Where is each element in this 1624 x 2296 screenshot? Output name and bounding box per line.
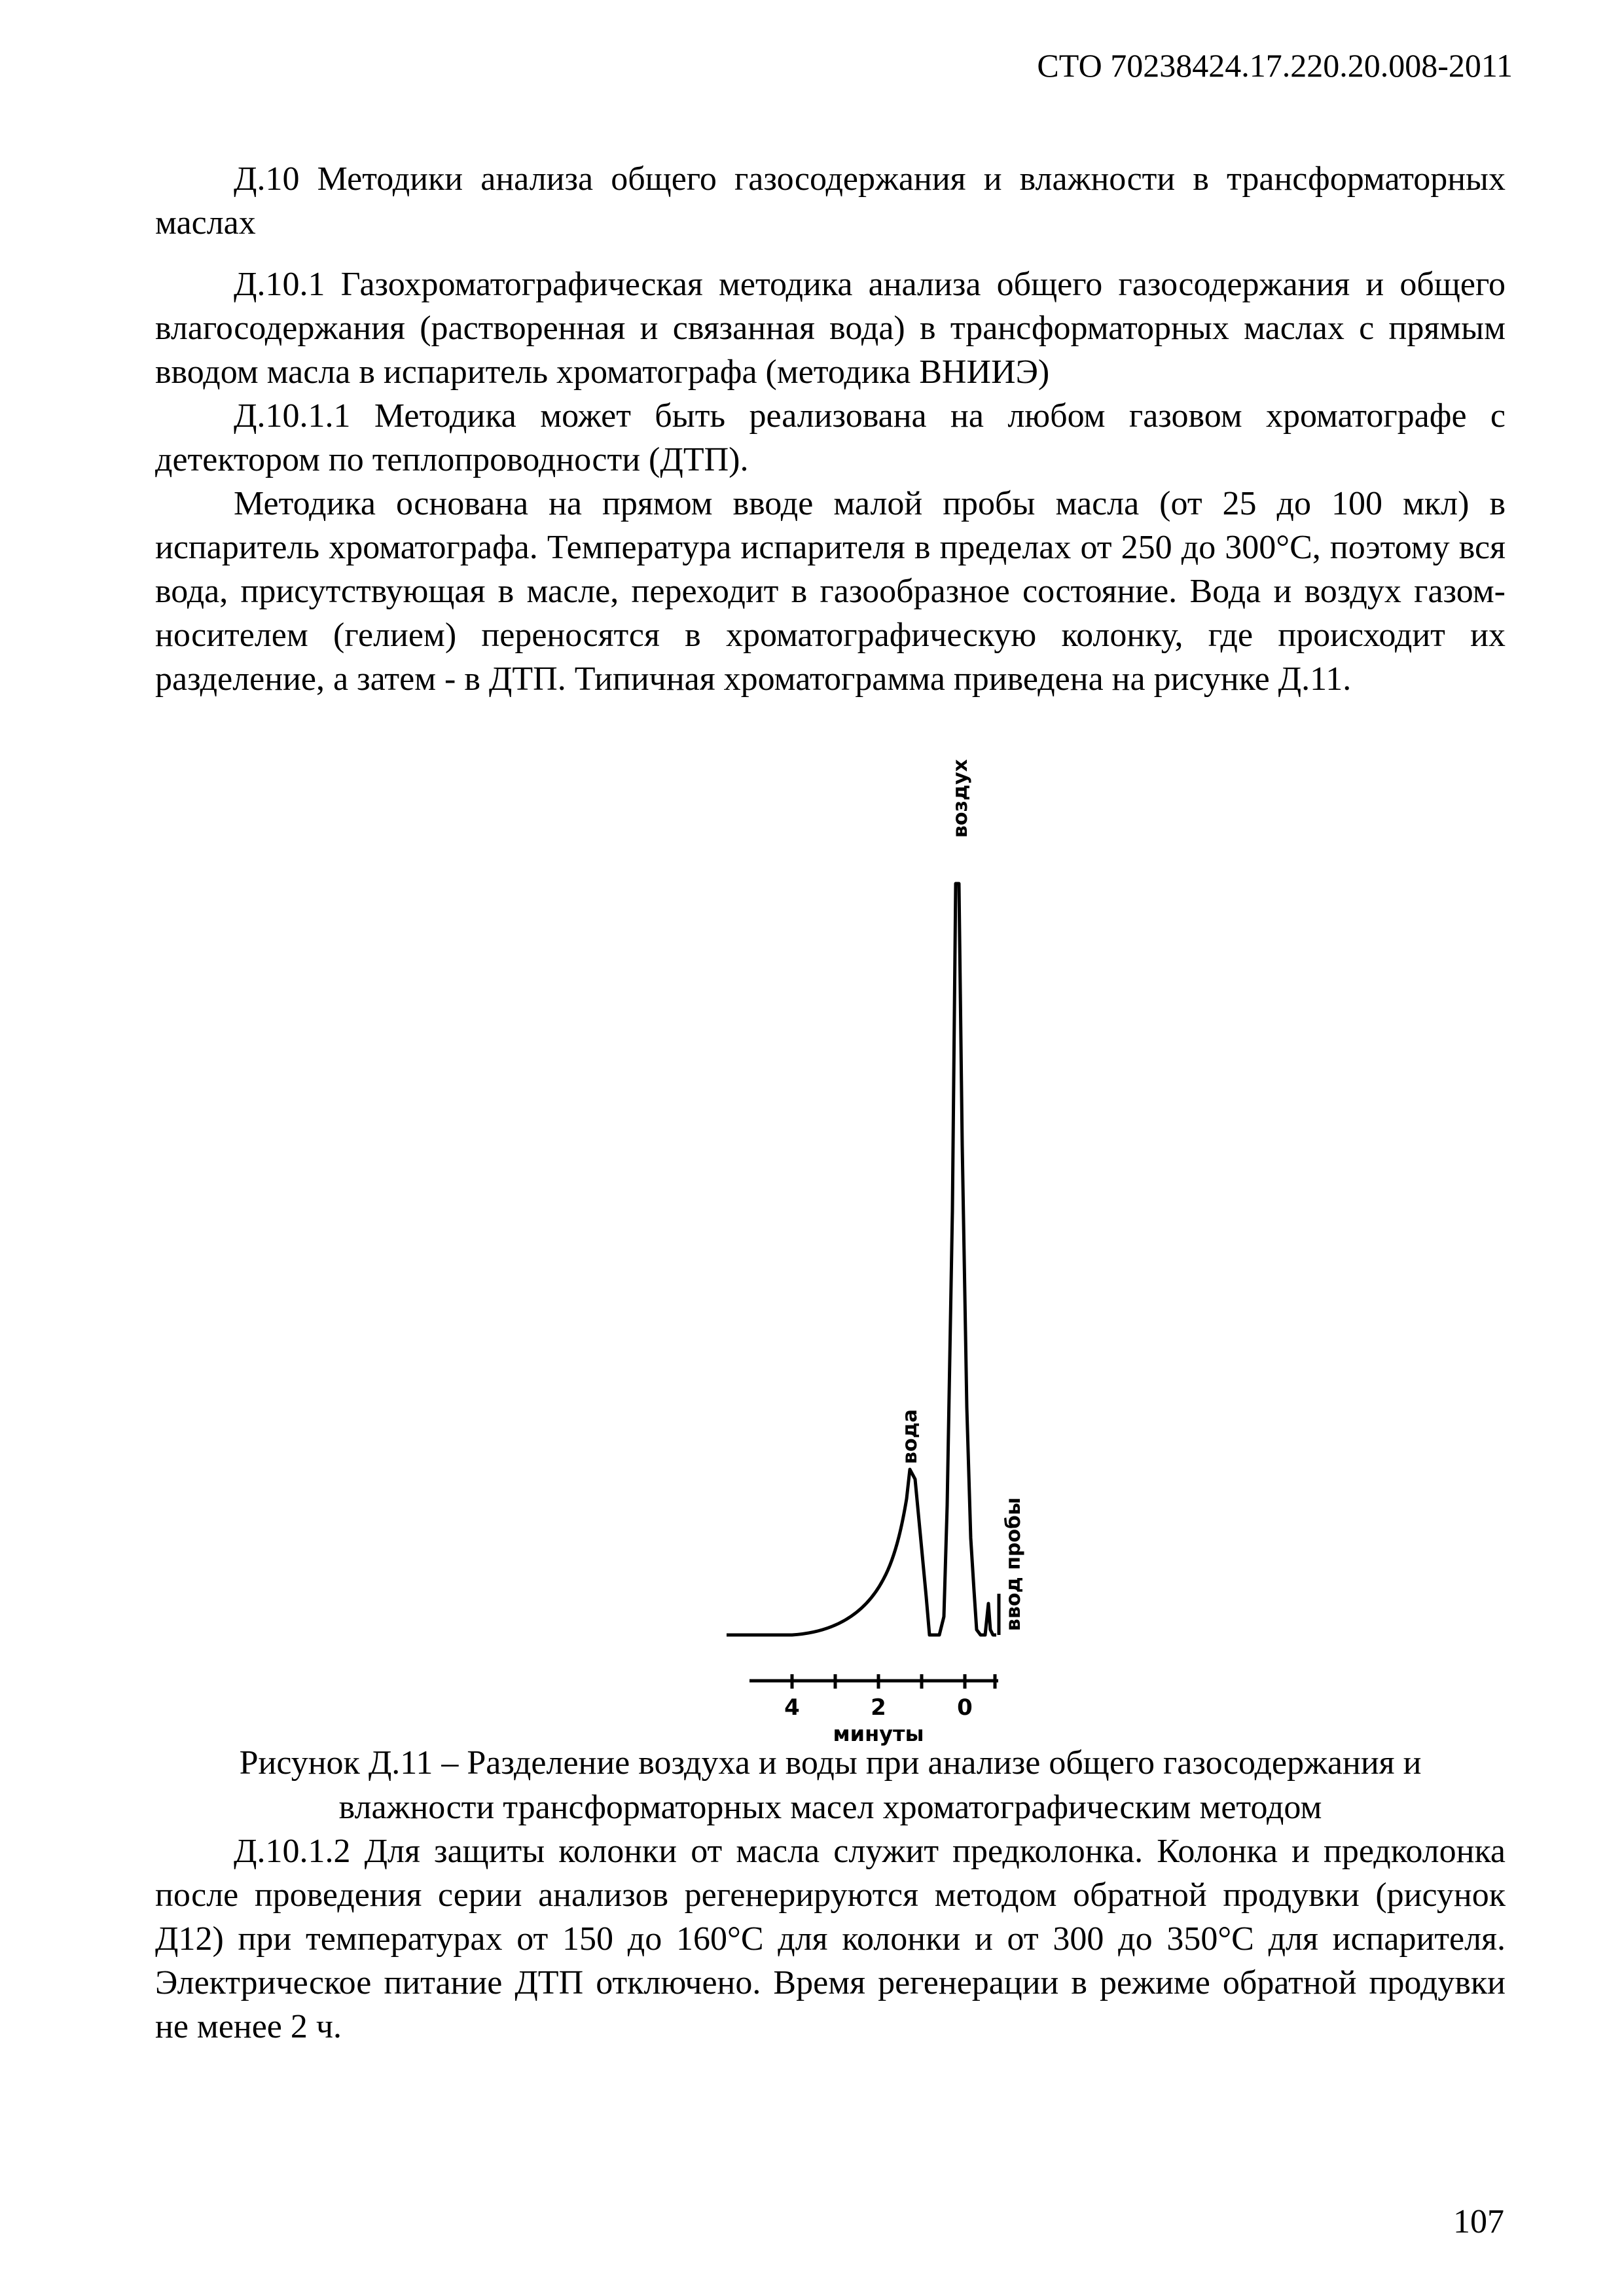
document-code: СТО 70238424.17.220.20.008-2011 [1037, 47, 1513, 84]
peak-label-air: воздух [949, 759, 972, 838]
page-number: 107 [1453, 2203, 1504, 2240]
axis-tick-label-0: 0 [957, 1695, 973, 1721]
axis-tick-label-4: 4 [784, 1695, 800, 1721]
subsection-heading: Д.10.1 Газохроматографическая методика анализа общего газосодержания и общего влагосодержания (растворенная и связанная вода) в трансформаторных маслах с прямым вводом масла в испаритель хроматографа (методика ВНИИЭ) [155, 266, 1506, 391]
chromatogram-figure [707, 753, 1074, 1761]
peak-label-water: вода [899, 1408, 922, 1465]
chromatogram-svg [707, 753, 1074, 1761]
axis-unit-label: минуты [833, 1721, 924, 1746]
peak-label-injection: ввод пробы [1002, 1497, 1025, 1632]
paragraph-method: Методика основана на прямом вводе малой пробы масла (от 25 до 100 мкл) в испаритель хроматографа. Температура испарителя в пределах от 250 до 300°С, поэтому вся вода, присутствующая в масле, переходит в газообразное состояние. Вода и воздух газом-носителем (гелием) переносятся в хроматографическую колонку, где происходит их разделение, а затем - в ДТП. Типичная хроматограмма приведена на рисунке Д.11. [155, 485, 1506, 698]
axis-tick-label-2: 2 [871, 1695, 886, 1721]
paragraph-10-1-2: Д.10.1.2 Для защиты колонки от масла служит предколонка. Колонка и предколонка после проведения серии анализов регенерируются методом обратной продувки (рисунок Д12) при температурах от 150 до 160°С для колонки и от 300 до 350°С для испарителя. Электрическое питание ДТП отключено. Время регенерации в режиме обратной продувки не менее 2 ч. [155, 1833, 1506, 2045]
figure-caption-line-2: влажности трансформаторных масел хроматографическим методом [338, 1789, 1322, 1826]
section-heading: Д.10 Методики анализа общего газосодержания и влажности в трансформаторных маслах [155, 160, 1506, 242]
paragraph-10-1-1: Д.10.1.1 Методика может быть реализована на любом газовом хроматографе с детектором по теплопроводности (ДТП). [155, 397, 1506, 478]
chromatogram-trace [727, 884, 996, 1635]
figure-caption-line-1: Рисунок Д.11 – Разделение воздуха и воды при анализе общего газосодержания и [239, 1744, 1422, 1782]
